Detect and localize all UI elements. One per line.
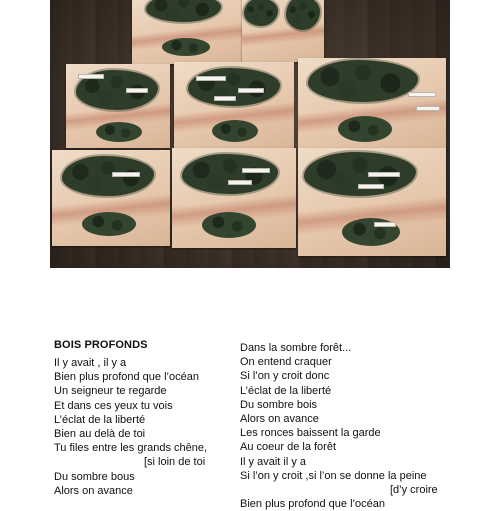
map-forest [62, 156, 154, 196]
poem-line: Dans la sombre forêt... [240, 342, 352, 354]
map-grove [338, 116, 392, 142]
poem-line: Bien plus profond que l’océan [54, 371, 199, 384]
map-forest [146, 0, 221, 22]
poem-line: Bien au delà de toi [54, 428, 146, 441]
poem-line: L’éclat de la liberté [240, 384, 332, 397]
poem-line: Du sombre bois [240, 398, 318, 411]
map-grove [162, 38, 210, 56]
poem-line: L’éclat de la liberté [54, 413, 146, 426]
poem-line-continuation: [si loin de toi [144, 456, 206, 469]
poem-line: Du sombre bous [54, 470, 135, 483]
poem-line: On entend craquer [240, 356, 332, 369]
map-forest [244, 0, 278, 26]
poem-line: Si l’on y croit ,si l’on se donne la peine [240, 469, 427, 482]
map-forest [308, 60, 418, 102]
map-sheet [298, 148, 446, 256]
map-label-note [242, 168, 270, 173]
poem-line: Et dans ces yeux tu vois [54, 399, 173, 412]
map-sheet [132, 0, 244, 64]
map-label-note [228, 180, 252, 185]
map-sheet [172, 148, 296, 248]
poem-line: Il y avait , il y a [54, 357, 127, 369]
map-label-note [112, 172, 140, 177]
map-label-note [368, 172, 400, 177]
map-grove [82, 212, 136, 236]
poem-title: BOIS PROFONDS [54, 339, 148, 351]
map-river [242, 24, 324, 49]
map-label-note [78, 74, 104, 79]
poem-line: Bien plus profond que l’océan [240, 498, 385, 511]
poem-line-continuation: [d’y croire [390, 484, 438, 497]
map-forest [182, 154, 278, 194]
map-label-note [374, 222, 396, 227]
map-sheet [242, 0, 324, 62]
map-sheet [174, 62, 294, 150]
map-sheet [66, 64, 170, 148]
map-label-note [196, 76, 226, 81]
poem-line: Un seigneur te regarde [54, 385, 167, 398]
map-label-note [408, 92, 436, 97]
poem-line: Il y avait il y a [240, 455, 307, 468]
map-label-note [416, 106, 440, 111]
map-sheet [52, 150, 170, 246]
map-grove [96, 122, 142, 142]
maps-photograph [50, 0, 450, 268]
poem-line: Les ronces baissent la garde [240, 427, 381, 440]
poem-column-left [54, 356, 232, 498]
map-grove [202, 212, 256, 238]
poem-column-right [240, 341, 450, 511]
poem-line: Si l’on y croit donc [240, 370, 330, 383]
poem-line: Tu files entre les grands chêne, [54, 442, 208, 455]
map-label-note [126, 88, 148, 93]
poem-line: Alors on avance [240, 413, 319, 426]
map-sheet [298, 58, 446, 150]
map-label-note [214, 96, 236, 101]
map-grove [212, 120, 258, 142]
poem-line: Alors on avance [54, 484, 133, 497]
map-label-note [358, 184, 384, 189]
map-label-note [238, 88, 264, 93]
poem-line: Au coeur de la forêt [240, 441, 337, 454]
